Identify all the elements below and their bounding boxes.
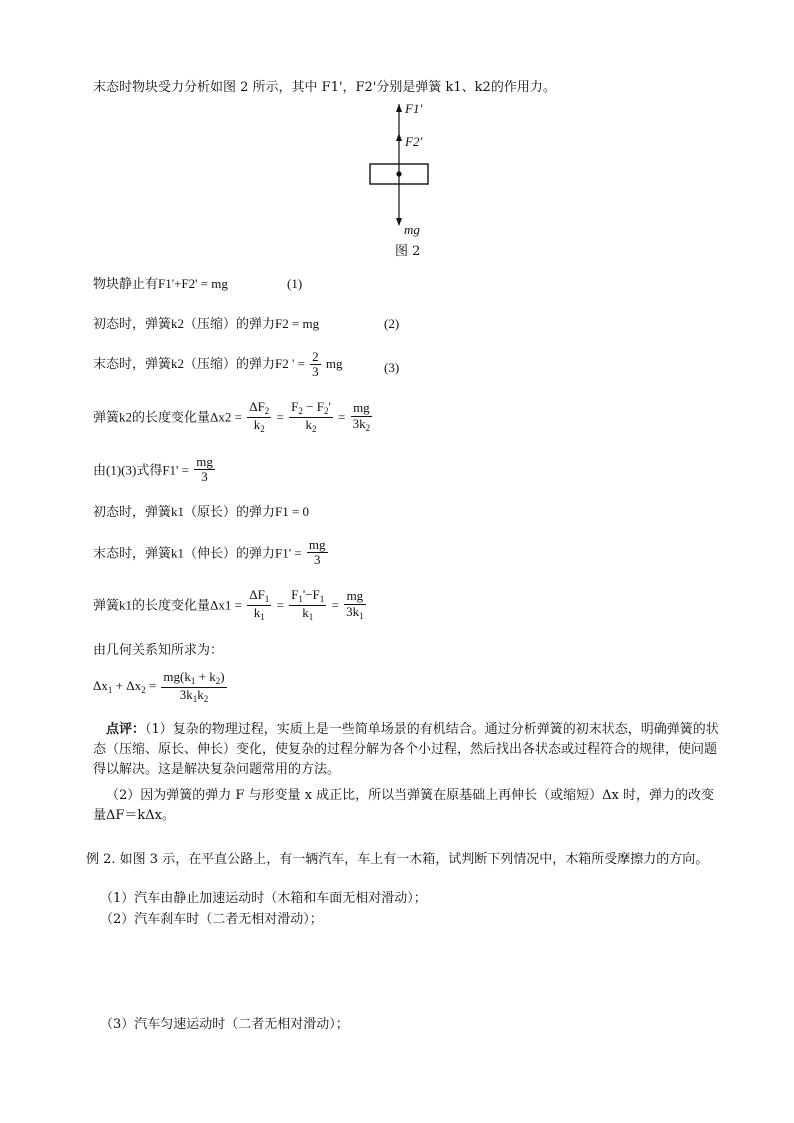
comment-p1-text: （1）复杂的物理过程，实质上是一些简单场景的有机结合。通过分析弹簧的初末状态，明确弹簧的状态（压缩、原长、伸长）变化，使复杂的过程分解为各个小过程，然后找出各状态或过程符合的规律，使问题得以解决。这是解决复杂问题常用的方法。 bbox=[93, 722, 719, 777]
dx2-prefix: 弹簧k2的长度变化量Δx2 = bbox=[93, 409, 242, 425]
comment-title: 点评： bbox=[106, 722, 146, 737]
from13-line bbox=[93, 455, 217, 485]
from13-prefix: 由(1)(3)式得F1' = bbox=[93, 462, 189, 478]
eq3-tag: (3) bbox=[384, 360, 400, 375]
eq2-text: 初态时，弹簧k2（压缩）的弹力F2 = mg bbox=[93, 316, 320, 331]
example-item-1: （1）汽车由静止加速运动时（木箱和车面无相对滑动）； bbox=[100, 891, 427, 906]
f1-final-line bbox=[93, 538, 330, 568]
eq3-line bbox=[93, 350, 343, 380]
arrow-up-f2-icon bbox=[396, 133, 402, 141]
dx2-frac-1: $\frac{\Delta F_2}{k_2}$ bbox=[249, 399, 270, 434]
f1-final-prefix: 末态时，弹簧k1（伸长）的弹力F1' = bbox=[93, 545, 302, 561]
dx1-frac-1: $\frac{\Delta F_1}{k_1}$ bbox=[249, 587, 270, 622]
label-mg: mg bbox=[404, 222, 420, 237]
arrow-down-mg-icon bbox=[396, 218, 402, 226]
final-frac: $\frac{mg(k_1 + k_2)}{3k_1k_2}$ bbox=[163, 669, 225, 704]
final-result: $\Delta x_1 + \Delta x_2$ = $\frac{mg(k_1 + k_2)}{3k_1k_2}$ bbox=[93, 669, 225, 704]
example-item-2: （2）汽车刹车时（二者无相对滑动）； bbox=[100, 912, 323, 927]
f1-final-frac: $\frac{mg}{3}$ bbox=[308, 537, 326, 568]
center-dot bbox=[396, 171, 401, 176]
from13-frac: $\frac{mg}{3}$ bbox=[196, 454, 213, 485]
dx1-line: 弹簧k1的长度变化量Δx1 = $\frac{\Delta F_1}{k_1}$ = $\frac{F_1'-F_1}{k_1}$ = $\frac{mg}{3k_1}$ bbox=[93, 587, 364, 622]
example-item-3: （3）汽车匀速运动时（二者无相对滑动）； bbox=[100, 1017, 349, 1032]
f1-init: 初态时，弹簧k1（原长）的弹力F1 = 0 bbox=[93, 504, 310, 519]
label-f1: F1' bbox=[405, 101, 423, 116]
example-intro: 例 2. 如图 3 示，在平直公路上，有一辆汽车，车上有一木箱，试判断下列情况中，木箱所受摩擦力的方向。 bbox=[86, 852, 709, 867]
dx1-frac-3: $\frac{mg}{3k_1}$ bbox=[346, 588, 364, 621]
eq3-suffix: mg bbox=[325, 356, 343, 372]
dx2-frac-3: $\frac{mg}{3k_2}$ bbox=[352, 400, 371, 433]
eq3-num: 2 bbox=[312, 349, 319, 364]
eq3-den: 3 bbox=[312, 364, 319, 380]
intro-line: 末态时物块受力分析如图 2 所示，其中 F1'，F2'分别是弹簧 k1、k2的作用力。 bbox=[93, 80, 556, 95]
eq1-text: 物块静止有F1'+F2' = mg bbox=[93, 276, 228, 291]
comment-p1 bbox=[93, 720, 721, 780]
label-f2: F2' bbox=[405, 134, 423, 149]
force-diagram bbox=[360, 100, 450, 265]
dx2-frac-2: $\frac{F_2 - F_2'}{k_2}$ bbox=[291, 399, 331, 434]
dx2-line: 弹簧k2的长度变化量Δx2 = $\frac{\Delta F_2}{k_2}$ = $\frac{F_2 - F_2'}{k_2}$ = $\frac{mg}{3k_2}$ bbox=[93, 399, 371, 434]
figure-caption: 图 2 bbox=[395, 244, 421, 259]
dx1-frac-2: $\frac{F_1'-F_1}{k_1}$ bbox=[291, 587, 325, 622]
eq1-tag: (1) bbox=[287, 276, 303, 291]
comment-p2: （2）因为弹簧的弹力 F 与形变量 x 成正比，所以当弹簧在原基础上再伸长（或缩短）Δx 时，弹力的改变量ΔF＝kΔx。 bbox=[93, 788, 715, 823]
dx1-prefix: 弹簧k1的长度变化量Δx1 = bbox=[93, 597, 242, 613]
geometry-line: 由几何关系知所求为： bbox=[93, 643, 224, 658]
arrow-up-f1-icon bbox=[396, 104, 402, 112]
eq2-tag: (2) bbox=[384, 316, 400, 331]
eq3-fraction bbox=[310, 350, 321, 380]
eq3-prefix: 末态时，弹簧k2（压缩）的弹力F2 ' = bbox=[93, 356, 305, 372]
